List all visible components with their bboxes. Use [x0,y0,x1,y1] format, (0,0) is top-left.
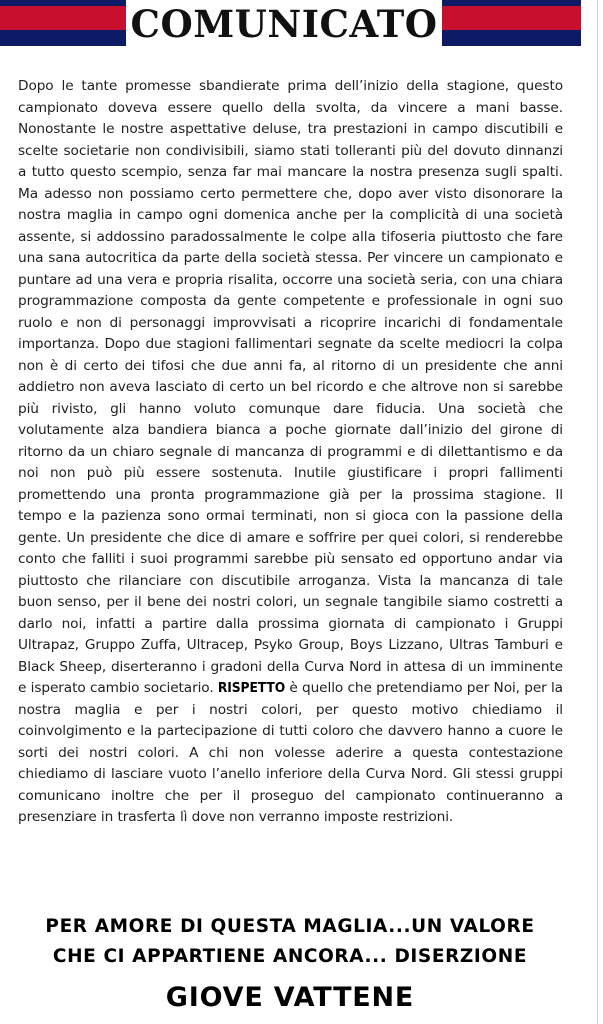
closing-headline: GIOVE VATTENE [165,982,415,1013]
slogan-line-2: CHE CI APPARTIENE ANCORA... DISERZIONE [52,946,528,967]
statement-body [18,76,563,829]
page-edge-divider [597,0,598,1024]
header-banner [0,0,581,46]
rispetto-emphasis: RISPETTO [217,680,286,696]
statement-paragraph-part1: Dopo le tante promesse sbandierate prima dell’inizio della stagione, questo campionato doveva essere quello della svolta, da vincere a mani basse. Nonostante le nostre aspettative deluse, tra prestazioni in campo discutibili e scelte societarie non condivisibili, siamo stati tolleranti più del dovuto dinnanzi a tutto questo scempio, senza far mai mancare la nostra presenza sugli spalti. Ma adesso non possiamo certo permettere che, dopo aver visto disonorare la nostra maglia in campo ogni domenica anche per la complicità di una società assente, si addossino paradossalmente le colpe alla tifoseria piuttosto che fare una sana autocritica da parte della società stessa. Per vincere un campionato e puntare ad una vera e propria risalita, occorre una società seria, con una chiara programmazione composta da gente competente e professionale in ogni suo ruolo e non di personaggi improvvisati a ricoprire incarichi di fondamentale importanza. Dopo due stagioni fallimentari segnate da scelte mediocri la colpa non è di certo dei tifosi che due anni fa, al ritorno di un presidente che anni addietro non aveva lasciato di certo un bel ricordo e che altrove non si sarebbe più rivisto, gli hanno voluto comunque dare fiducia. Una società che volutamente alza bandiera bianca a poche giornate dall’inizio del girone di ritorno da un chiaro segnale di mancanza di programmi e di dilettantismo e da noi non può più essere sostenuta. Inutile giustificare i propri fallimenti promettendo una pronta programmazione già per la prossima stagione. Il tempo e la pazienza sono ormai terminati, non si gioca con la passione della gente. Un presidente che dice di amare e soffrire per quei colori, si renderebbe conto che falliti i suoi programmi sarebbe più sensato ed opportuno andar via piuttosto che rilanciare con discutibile arroganza. Vista la mancanza di tale buon senso, per il bene dei nostri colori, un segnale tangibile siamo costretti a darlo noi, infatti a partire dalla prossima giornata di campionato i Gruppi Ultrapaz, Gruppo Zuffa, Ultracep, Psyko Group, Boys Lizzano, Ultras Tamburi e Black Sheep, diserteranno i gradoni della Curva Nord in attesa di un imminente e isperato cambio societario. [18,78,563,696]
slogan-line-1: PER AMORE DI QUESTA MAGLIA...UN VALORE [45,916,535,937]
page-title: COMUNICATO [126,0,442,46]
statement-paragraph-part2: è quello che pretendiamo per Noi, per la nostra maglia e per i nostri colori, per questo motivo chiediamo il coinvolgimento e la partecipazione di tutti coloro che davvero hanno a cuore le sorti dei nostri colori. A chi non volesse aderire a questa contestazione chiediamo di lasciare vuoto l’anello inferiore della Curva Nord. Gli stessi gruppi comunicano inoltre che per il proseguo del campionato continueranno a presenziare in trasferta lì dove non verranno imposte restrizioni. [18,680,563,825]
